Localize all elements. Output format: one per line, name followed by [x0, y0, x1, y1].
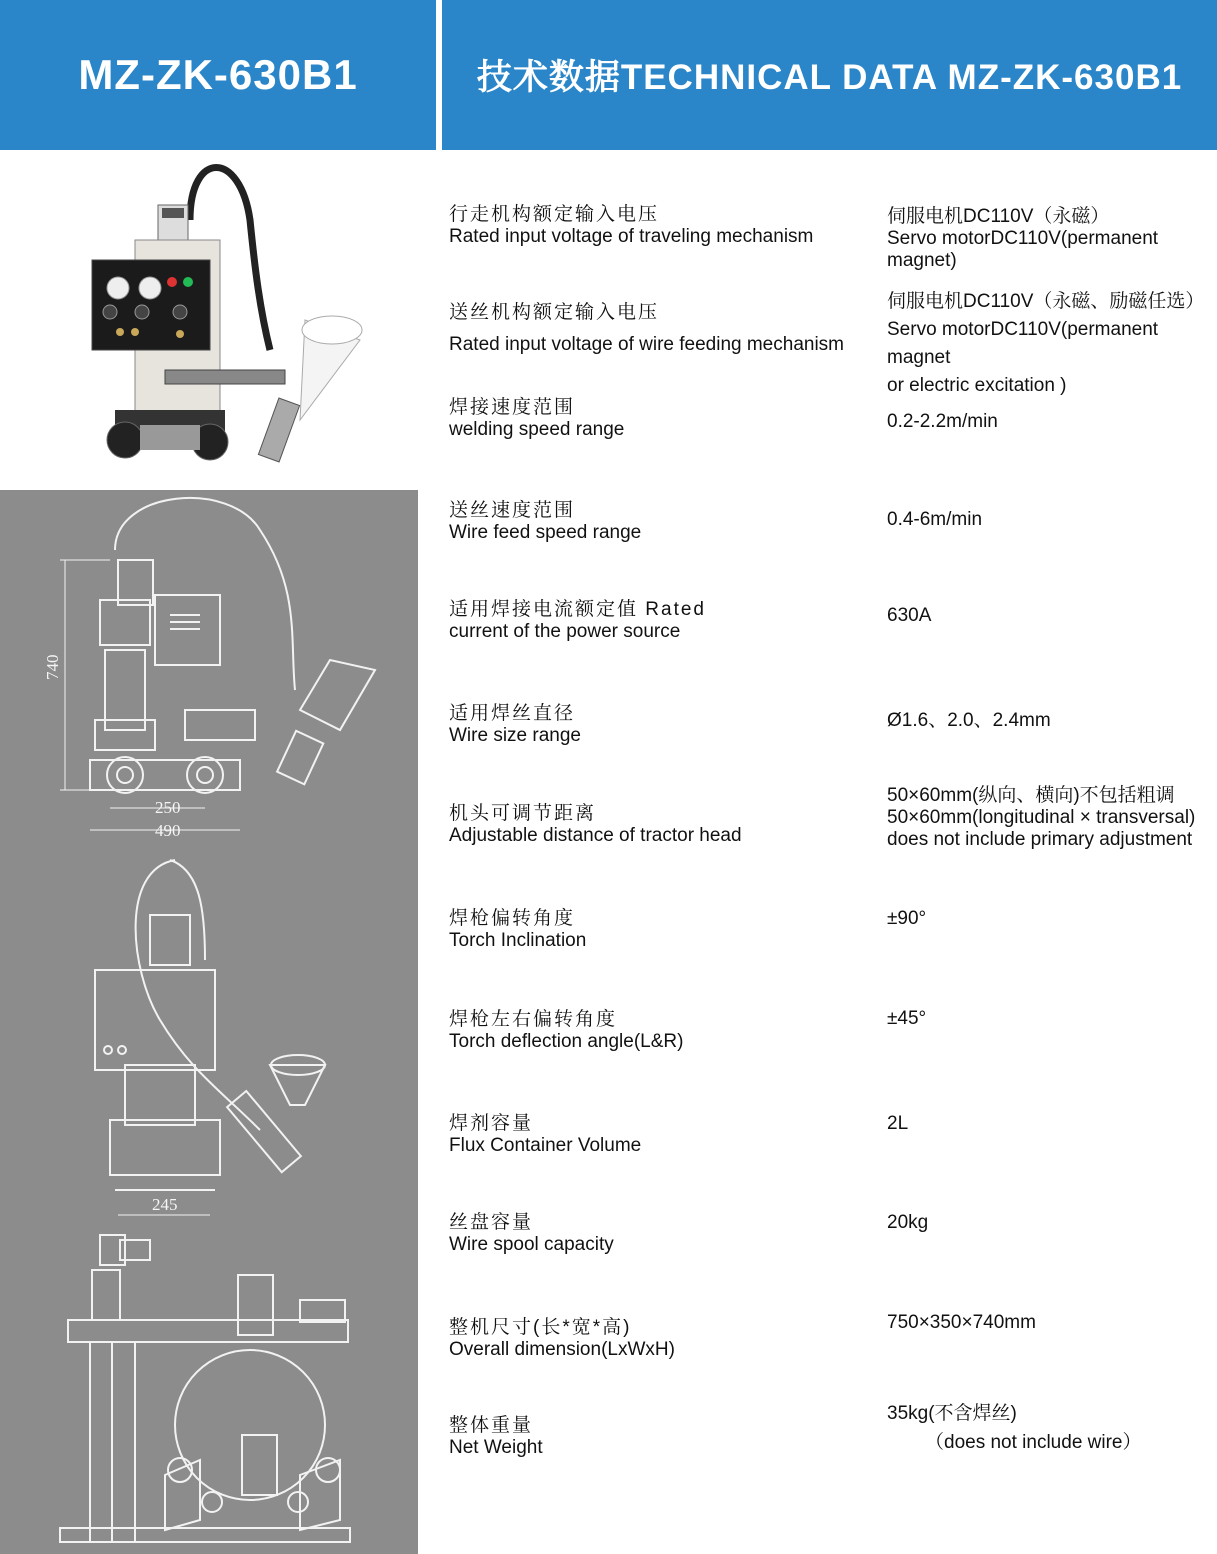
- spec-label-cn: 整体重量: [449, 1415, 534, 1436]
- spec-label-cn: 适用焊接电流额定值 Rated: [449, 599, 706, 620]
- spec-value-line: （does not include wire）: [925, 1432, 1142, 1453]
- spec-value-line: or electric excitation ): [887, 375, 1067, 396]
- front-height-dimension: 740: [43, 654, 62, 680]
- front-length-dimension: 490: [155, 821, 181, 840]
- spec-value-line: 2L: [887, 1113, 909, 1134]
- spec-label-cn: 焊枪偏转角度: [449, 908, 576, 929]
- technical-data-title: 技术数据TECHNICAL DATA MZ-ZK-630B1: [476, 58, 1183, 97]
- spec-label-en: Wire size range: [449, 725, 581, 746]
- spec-value-line: 50×60mm(longitudinal × transversal): [887, 807, 1196, 828]
- spec-label-cn: 送丝机构额定输入电压: [449, 302, 660, 323]
- spec-value-line: does not include primary adjustment: [887, 829, 1193, 850]
- dimension-drawing-panel: [0, 490, 418, 1554]
- spec-label-en: Net Weight: [449, 1437, 543, 1458]
- spec-label-en: Overall dimension(LxWxH): [449, 1339, 675, 1360]
- model-name: MZ-ZK-630B1: [78, 51, 358, 98]
- spec-value-line: 35kg(不含焊丝): [887, 1403, 1017, 1424]
- spec-label-en: Torch Inclination: [449, 930, 587, 951]
- spec-value-line: ±90°: [887, 908, 927, 929]
- spec-value-line: 20kg: [887, 1212, 929, 1233]
- spec-label-cn: 丝盘容量: [449, 1212, 534, 1233]
- product-photo: [80, 160, 370, 480]
- spec-label-en: Rated input voltage of wire feeding mechanism: [449, 334, 845, 355]
- spec-label-cn: 焊枪左右偏转角度: [449, 1009, 618, 1030]
- spec-value-line: 0.2-2.2m/min: [887, 411, 998, 432]
- spec-label-en: Wire feed speed range: [449, 522, 642, 543]
- technical-drawing: [0, 490, 418, 1554]
- spec-label-en: Flux Container Volume: [449, 1135, 642, 1156]
- technical-data-header: [442, 0, 1217, 150]
- spec-value-line: ±45°: [887, 1008, 927, 1029]
- spec-label-cn: 机头可调节距离: [449, 803, 597, 824]
- spec-label-en: Rated input voltage of traveling mechanism: [449, 226, 814, 247]
- spec-label-cn: 焊接速度范围: [449, 397, 576, 418]
- front-wheelbase-dimension: 250: [155, 798, 181, 817]
- spec-value-line: Ø1.6、2.0、2.4mm: [887, 710, 1051, 731]
- spec-label-en: Adjustable distance of tractor head: [449, 825, 742, 846]
- spec-value-line: 伺服电机DC110V（永磁、励磁任选）: [887, 291, 1205, 312]
- side-width-dimension: 245: [152, 1195, 178, 1214]
- model-header: [0, 0, 436, 150]
- spec-label-cn: 送丝速度范围: [449, 500, 576, 521]
- spec-value-line: Servo motorDC110V(permanent magnet): [887, 228, 1159, 271]
- spec-value-line: Servo motorDC110V(permanent magnet: [887, 319, 1159, 368]
- spec-label-cn: 整机尺寸(长*宽*高): [449, 1317, 632, 1338]
- spec-label-en: current of the power source: [449, 621, 681, 642]
- spec-value-line: 630A: [887, 605, 932, 626]
- spec-value-line: 50×60mm(纵向、横向)不包括粗调: [887, 785, 1175, 806]
- spec-label-en: welding speed range: [449, 419, 625, 440]
- spec-label-cn: 行走机构额定输入电压: [449, 204, 660, 225]
- spec-label-en: Torch deflection angle(L&R): [449, 1031, 684, 1052]
- spec-value-line: 伺服电机DC110V（永磁）: [887, 206, 1110, 227]
- spec-label-cn: 适用焊丝直径: [449, 703, 576, 724]
- spec-value-line: 750×350×740mm: [887, 1312, 1036, 1333]
- spec-value-line: 0.4-6m/min: [887, 509, 983, 530]
- spec-label-cn: 焊剂容量: [449, 1113, 534, 1134]
- spec-label-en: Wire spool capacity: [449, 1234, 614, 1255]
